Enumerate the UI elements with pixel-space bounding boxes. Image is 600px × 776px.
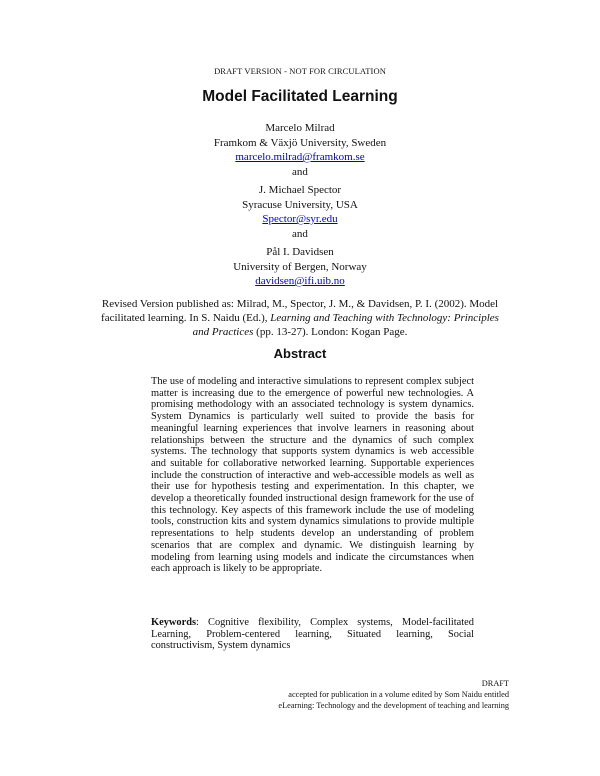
citation-prefix: Revised Version published as: Milrad, M., Spector, J. M., & Davidsen, P. I. (2002). Model facilitated learning. In S. Naidu (Ed.), <box>101 298 499 324</box>
keywords-label: Keywords <box>151 617 197 628</box>
author-affiliation: Syracuse University, USA <box>242 198 358 211</box>
footer-line-1: accepted for publication in a volume edited by Som Naidu entitled <box>288 690 509 699</box>
footer-line-2: eLearning: Technology and the development of teaching and learning <box>278 701 509 710</box>
author-affiliation: Framkom & Växjö University, Sweden <box>213 136 387 149</box>
author-3 <box>0 245 600 289</box>
author-1 <box>0 121 600 165</box>
and-separator: and <box>292 228 308 240</box>
author-name: Marcelo Milrad <box>265 122 335 134</box>
author-email-link[interactable]: marcelo.milrad@framkom.se <box>235 151 365 163</box>
and-separator: and <box>292 166 308 178</box>
author-affiliation: University of Bergen, Norway <box>233 260 367 273</box>
author-name: Pål I. Davidsen <box>266 246 334 258</box>
author-email-link[interactable]: Spector@syr.edu <box>262 213 338 225</box>
abstract-heading: Abstract <box>273 346 327 361</box>
keywords <box>151 617 474 652</box>
citation-book-title: Learning and Teaching with Technology: Principles and Practices <box>192 312 499 338</box>
author-name: J. Michael Spector <box>258 184 342 196</box>
draft-notice: DRAFT VERSION - NOT FOR CIRCULATION <box>214 66 386 76</box>
keywords-text: : Cognitive flexibility, Complex systems, Model-facilitated Learning, Problem-centered learning, Situated learning, Social constructivism, System dynamics <box>151 617 474 652</box>
author-2 <box>0 183 600 227</box>
abstract-body: The use of modeling and interactive simulations to represent complex subject matter is increasing due to the emergence of powerful new technologies. A promising methodology with an associated technology is system dynamics. System Dynamics is particularly well suited to provide the basis for meaningful learning experiences that involve learners in reasoning about relationships between the structure and the dynamics of such complex systems. The technology that supports system dynamics is web accessible and suitable for collaborative networked learning. Supportable experiences include the construction of interactive and web-accessible models as well as their use for hypothesis testing and experimentation. In this chapter, we develop a theoretically founded instructional design framework for the use of this technology. Key aspects of this framework include the use of modeling tools, construction kits and system dynamics simulations to provide multiple representations to help students develop an understanding of problem scenarios that are complex and dynamic. We distinguish learning by modeling from learning using models and indicate the circumstances when each approach is likely to be appropriate. <box>151 376 474 575</box>
paper-title: Model Facilitated Learning <box>202 88 398 105</box>
footer-draft: DRAFT <box>481 679 509 688</box>
citation-suffix: (pp. 13-27). London: Kogan Page. <box>253 326 408 338</box>
author-email-link[interactable]: davidsen@ifi.uib.no <box>255 275 345 287</box>
citation <box>92 297 508 339</box>
